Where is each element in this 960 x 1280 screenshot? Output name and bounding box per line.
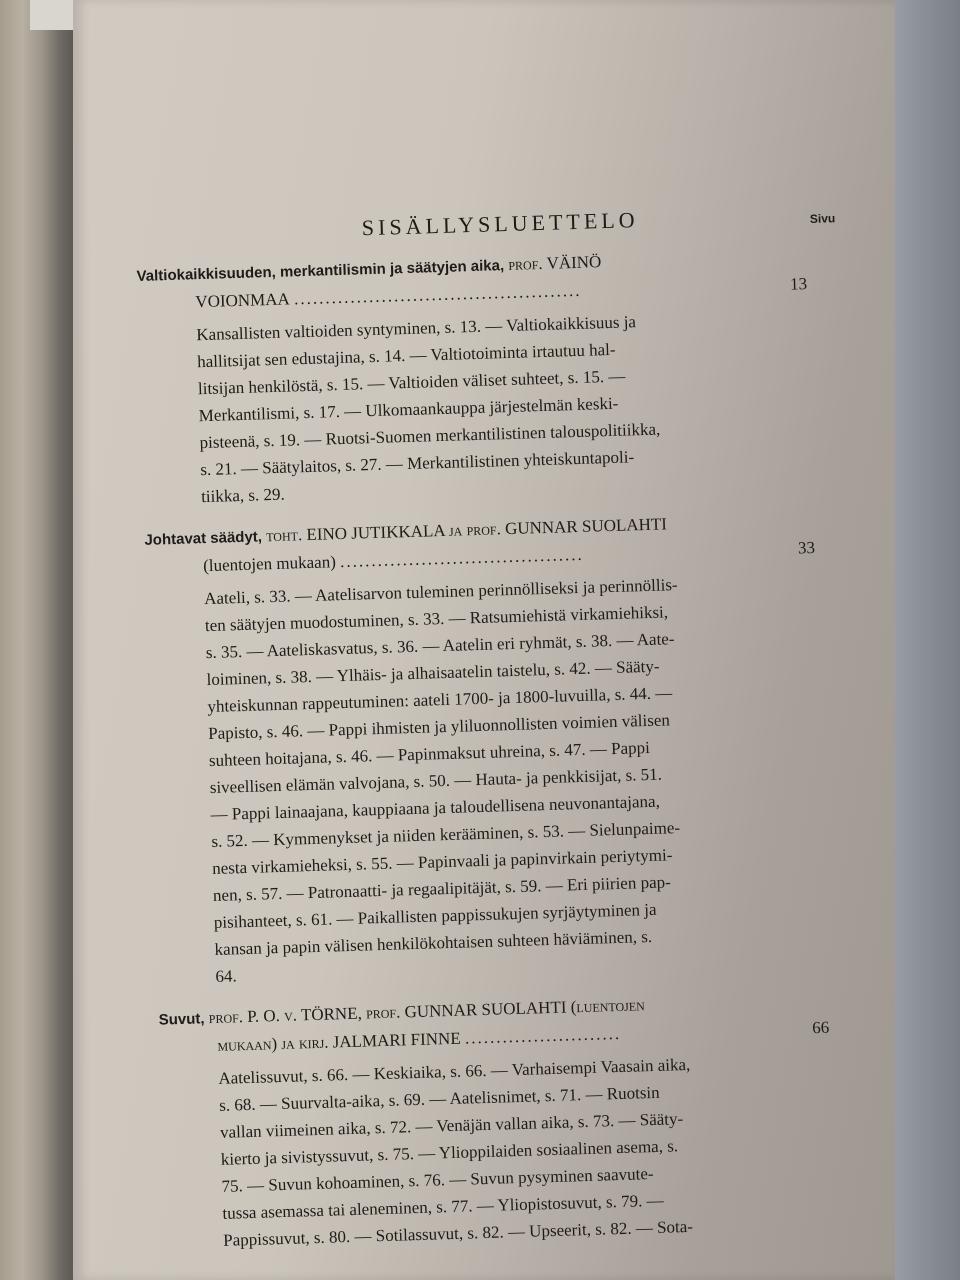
summary-line: hallitsijat sen edustajina, s. 14. — Valtiotoiminta irtautuu hal- [196, 339, 616, 372]
summary-line: s. 35. — Aateliskasvatus, s. 36. — Aatelin eri ryhmät, s. 38. — Aate- [205, 629, 675, 663]
summary-line: — Pappi lainaajana, kauppiaana ja taloudellisena neuvonantajana, [210, 791, 661, 825]
toc-entry [136, 242, 813, 512]
summary-line: pisteenä, s. 19. — Ruotsi-Suomen merkantilistinen talouspolitiikka, [199, 419, 661, 453]
leader-dots: ....................................... [339, 544, 584, 572]
page-title [195, 202, 836, 246]
page-column-label: Sivu [809, 211, 836, 226]
entry-page-number: 66 [811, 1017, 830, 1038]
entry-authors: toht. EINO JUTIKKALA ja prof. GUNNAR SUOLAHTI [265, 514, 668, 546]
summary-line: pisihanteet, s. 61. — Paikallisten pappissukujen syrjäytyminen ja [213, 899, 657, 932]
book-page [73, 0, 895, 1280]
summary-line: 75. — Suvun kohoaminen, s. 76. — Suvun pysyminen saavute- [221, 1164, 654, 1196]
summary-line: siveellisen elämän valvojana, s. 50. — Hauta- ja penkkisijat, s. 51. [209, 764, 663, 798]
table-of-contents [135, 202, 835, 1255]
summary-line: Papisto, s. 46. — Pappi ihmisten ja yliluonnollisten voimien välisen [207, 710, 671, 744]
entry-title: Suvut, [158, 1010, 205, 1029]
summary-line: s. 52. — Kymmenykset ja niiden kerääminen, s. 53. — Sielunpaime- [211, 818, 681, 852]
entry-authors-cont: (luentojen mukaan) [202, 552, 337, 576]
summary-line: tussa asemassa tai aleneminen, s. 77. — Yliopistosuvut, s. 79. — [222, 1190, 664, 1223]
summary-line: Aatelissuvut, s. 66. — Keskiaika, s. 66. — Varhaisempi Vaasain aika, [218, 1054, 691, 1088]
summary-line: ten säätyjen muodostuminen, s. 33. — Ratsumiehistä virkamiehiksi, [204, 602, 669, 636]
summary-line: yhteiskunnan rappeutuminen: aateli 1700- ja 1800-luvuilla, s. 44. — [207, 683, 673, 717]
entry-summary [160, 1047, 835, 1256]
summary-line: Pappissuvut, s. 80. — Sotilassuvut, s. 82. — Upseerit, s. 82. — Sota- [222, 1216, 694, 1250]
entry-title: Valtiokaikkisuuden, merkantilismin ja säätyjen aika, [136, 257, 505, 285]
summary-line: Aateli, s. 33. — Aatelisarvon tuleminen perinnölliseksi ja perinnöllis- [203, 575, 678, 609]
entry-authors-cont: VOIONMAA [195, 289, 291, 312]
entry-authors: prof. P. O. v. TÖRNE, prof. GUNNAR SUOLAHTI (luentojen [208, 995, 646, 1028]
toc-entry [144, 506, 828, 992]
summary-line: 64. [215, 966, 237, 986]
title-text: SISÄLLYSLUETTELO [361, 207, 639, 241]
summary-line: kierto ja sivistyssuvut, s. 75. — Ylioppilaiden sosiaalinen asema, s. [220, 1136, 679, 1169]
entry-authors-cont: mukaan) ja kirj. JALMARI FINNE [217, 1028, 461, 1055]
entry-authors: prof. VÄINÖ [508, 252, 602, 274]
book-spine-edge [0, 0, 75, 1280]
summary-line: vallan viimeinen aika, s. 72. — Venäjän vallan aika, s. 73. — Sääty- [219, 1109, 684, 1142]
background-surface [890, 0, 960, 1280]
leader-dots: .............................................. [293, 280, 582, 309]
entry-title: Johtavat säädyt, [144, 528, 263, 549]
summary-line: nesta virkamieheksi, s. 55. — Papinvaali ja papinvirkain periytymi- [211, 845, 673, 878]
toc-entry [158, 986, 835, 1256]
entry-page-number: 13 [789, 274, 808, 294]
summary-line: loiminen, s. 38. — Ylhäis- ja alhaisaatelin taistelu, s. 42. — Sääty- [206, 656, 660, 690]
summary-line: Merkantilismi, s. 17. — Ulkomaankauppa järjestelmän keski- [198, 393, 619, 426]
summary-line: s. 68. — Suurvalta-aika, s. 69. — Aatelisnimet, s. 71. — Ruotsin [218, 1082, 660, 1115]
summary-line: kansan ja papin välisen henkilökohtaisen suhteen häviäminen, s. [214, 926, 653, 959]
summary-line: tiikka, s. 29. [200, 484, 286, 507]
summary-line: nen, s. 57. — Patronaatti- ja regaalipitäjät, s. 59. — Eri piirien pap- [212, 872, 672, 905]
entry-page-number: 33 [797, 537, 816, 558]
summary-line: suhteen hoitajana, s. 46. — Papinmaksut uhreina, s. 47. — Pappi [208, 737, 651, 771]
leader-dots: ......................... [464, 1023, 622, 1048]
entry-summary [146, 567, 828, 992]
summary-line: s. 21. — Säätylaitos, s. 27. — Merkantilistinen yhteiskuntapoli- [200, 447, 635, 480]
entry-summary [138, 303, 813, 512]
summary-line: Kansallisten valtioiden syntyminen, s. 13. — Valtiokaikkisuus ja [196, 312, 637, 345]
summary-line: litsijan henkilöstä, s. 15. — Valtioiden väliset suhteet, s. 15. — [197, 366, 626, 399]
